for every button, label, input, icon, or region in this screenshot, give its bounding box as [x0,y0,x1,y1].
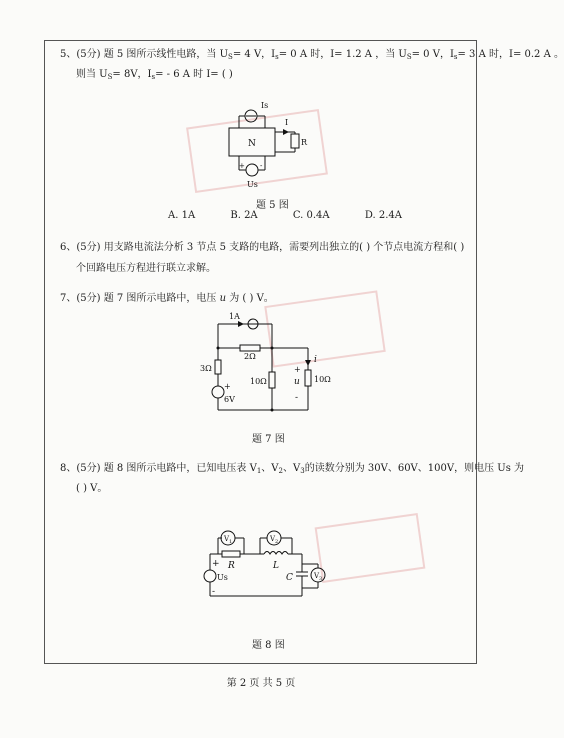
svg-text:3Ω: 3Ω [200,364,212,373]
svg-text:10Ω: 10Ω [314,375,331,384]
q5-circuit-diagram [215,92,315,192]
q6-line2: 个回路电压方程进行联立求解。 [76,263,216,274]
svg-text:Is: Is [261,101,269,110]
svg-text:Us: Us [247,180,258,189]
q5-options [168,210,434,221]
svg-text:R: R [301,138,308,147]
option-b: B. 2A [230,210,258,221]
svg-text:I: I [285,118,289,127]
svg-text:+: + [294,365,301,374]
svg-text:i: i [314,355,317,365]
svg-text:Us: Us [217,573,228,582]
svg-text:V: V [314,572,320,580]
option-a: A. 1A [168,210,196,221]
q6-line1: 6、(5分) 用支路电流法分析 3 节点 5 支路的电路，需要列出独立的( ) 个节点电流方程和( ) [60,242,465,253]
q5-line2: 则当 $U_S= 8V$，$I_s= - 6$ A 时 I= ( ) [76,69,233,81]
n-label: N [248,139,256,149]
svg-text:1: 1 [229,539,233,545]
svg-text:6V: 6V [224,395,235,404]
svg-text:-: - [260,162,263,170]
q7-text: 7、(5分) 题 7 图所示电路中，电压 u 为 ( ) V。 [60,293,274,304]
q7-circuit-diagram [196,310,336,420]
q8-line2: ( ) V。 [76,483,108,494]
q5-caption: 题 5 图 [256,200,289,211]
svg-text:+: + [239,162,245,170]
svg-text:L: L [273,561,279,571]
svg-text:-: - [295,393,299,403]
svg-text:V: V [224,535,230,543]
q8-circuit-diagram [196,524,336,608]
svg-text:-: - [212,587,216,597]
svg-text:u: u [294,377,300,387]
q5-line1: 5、(5分) 题 5 图所示线性电路，当 $U_S= 4$ V，$I_s= 0$ A 时，I= 1.2 A ，当 $U_S= 0$ V，$I_s= 3$ A 时，I= 0.2 A 。 [60,49,564,61]
svg-text:R: R [228,561,235,571]
option-d: D. 2.4A [364,210,402,221]
svg-text:C: C [286,573,293,583]
option-c: C. 0.4A [292,210,330,221]
svg-text:+: + [224,382,231,391]
page-footer: 第 2 页 共 5 页 [226,678,296,689]
q7-caption: 题 7 图 [252,434,285,445]
svg-text:10Ω: 10Ω [250,377,267,386]
svg-text:2Ω: 2Ω [244,352,256,361]
svg-text:+: + [212,559,220,569]
q8-caption: 题 8 图 [252,640,285,651]
svg-text:2: 2 [275,539,279,545]
svg-text:3: 3 [319,576,323,582]
q8-line1: 8、(5分) 题 8 图所示电路中，已知电压表 $V_1$、$V_2$、$V_3$的读数分别为 30V、60V、100V，则电压 Us 为 [60,463,524,475]
svg-text:V: V [270,535,276,543]
svg-text:1A: 1A [229,312,240,321]
